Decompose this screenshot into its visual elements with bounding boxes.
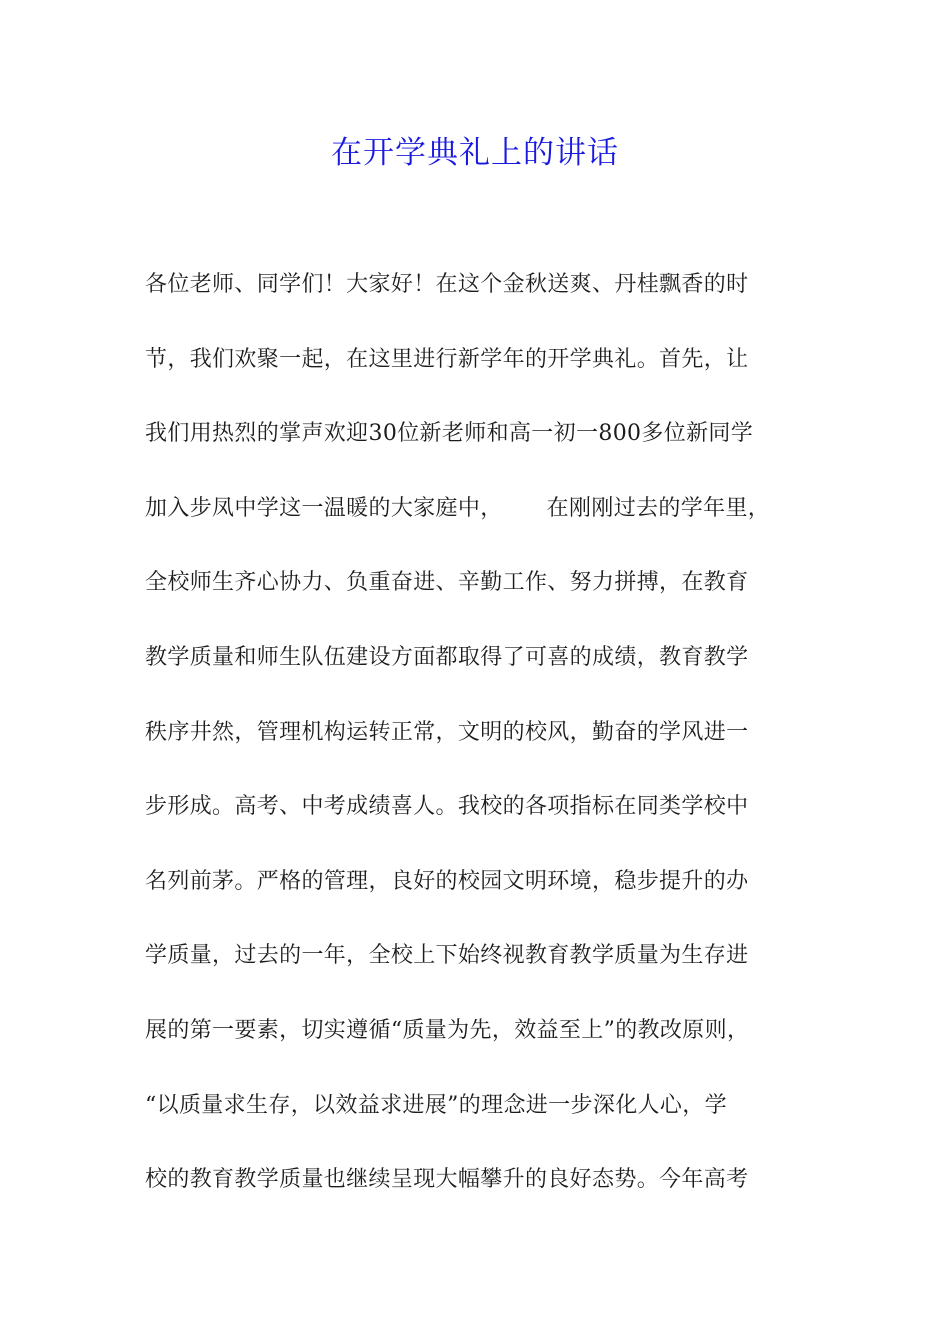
document-body — [145, 260, 825, 1230]
document-title: 在开学典礼上的讲话 — [331, 135, 619, 171]
body-line: 全校师生齐心协力、负重奋进、辛勤工作、努力拼搏，在教育 — [145, 570, 749, 596]
body-line: 展的第一要素，切实遵循“质量为先，效益至上”的教改原则， — [145, 1017, 750, 1043]
body-line: 教学质量和师生队伍建设方面都取得了可喜的成绩，教育教学 — [145, 644, 749, 670]
body-line: “以质量求生存，以效益求进展”的理念进一步深化人心，学 — [145, 1092, 727, 1118]
body-line: 校的教育教学质量也继续呈现大幅攀升的良好态势。今年高考 — [145, 1167, 749, 1193]
body-line: 步形成。高考、中考成绩喜人。我校的各项指标在同类学校中 — [145, 794, 749, 820]
body-line: 学质量，过去的一年，全校上下始终视教育教学质量为生存进 — [145, 943, 749, 969]
body-line: 加入步凤中学这一温暖的大家庭中， 在刚刚过去的学年里， — [145, 495, 771, 521]
body-line: 各位老师、同学们！大家好！在这个金秋送爽、丹桂飘香的时 — [145, 272, 749, 297]
body-line: 秩序井然，管理机构运转正常，文明的校风，勤奋的学风进一 — [145, 719, 749, 745]
body-line: 我们用热烈的掌声欢迎30位新老师和高一初一800多位新同学 — [145, 421, 754, 447]
body-line: 名列前茅。严格的管理，良好的校园文明环境，稳步提升的办 — [145, 868, 749, 894]
body-line: 节，我们欢聚一起，在这里进行新学年的开学典礼。首先，让 — [145, 346, 749, 372]
